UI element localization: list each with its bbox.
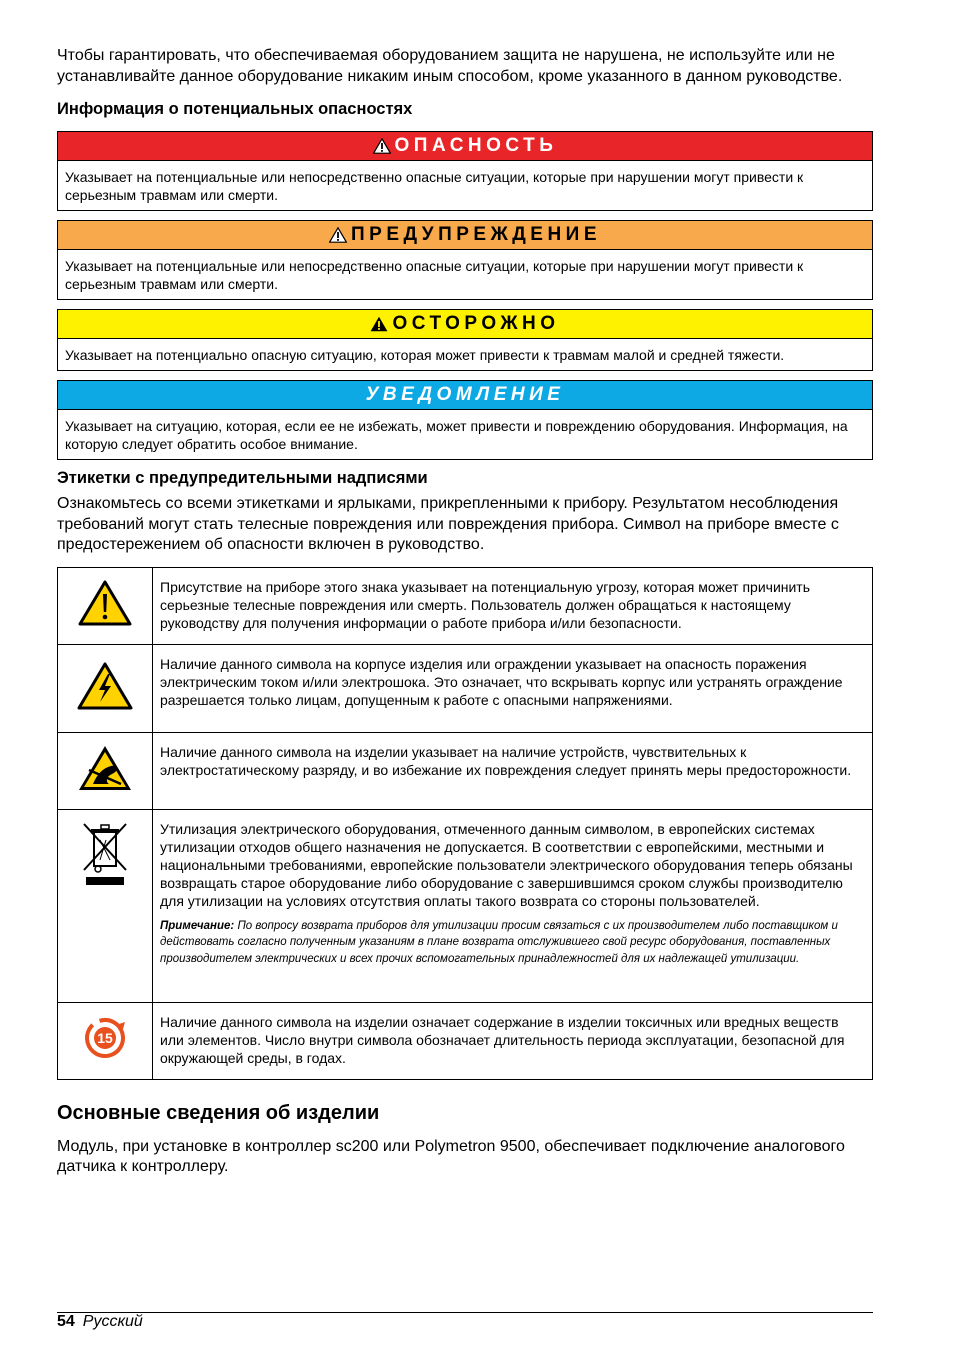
table-row <box>58 1002 873 1079</box>
notice-box <box>57 380 873 460</box>
labels-intro-paragraph: Ознакомьтесь со всеми этикетками и ярлыками, прикрепленными к прибору. Результатом несоблюдения требований могут стать телесные повреждения или повреждения прибора. Символ на приборе вместе с предостережением об опасности включен в руководство. <box>57 495 839 553</box>
intro-paragraph: Чтобы гарантировать, что обеспечиваемая оборудованием защита не нарушена, не используйте или не устанавливайте данное оборудование никаким иным способом, кроме указанного в данном руководстве. <box>57 47 843 85</box>
caution-label: ОСТОРОЖНО <box>392 313 560 334</box>
danger-bar <box>58 132 872 161</box>
note-label: Примечание: <box>160 919 235 932</box>
general-warning-icon <box>78 580 132 626</box>
page-number: 54 <box>57 1313 75 1330</box>
warning-box <box>57 220 873 300</box>
warning-bar <box>58 221 872 250</box>
symbols-table <box>57 567 873 1080</box>
product-overview-heading: Основные сведения об изделии <box>57 1101 380 1124</box>
warning-triangle-icon <box>373 138 391 154</box>
warning-triangle-icon <box>329 227 347 243</box>
danger-box <box>57 131 873 211</box>
weee-bin-icon <box>80 822 130 888</box>
table-row <box>58 567 873 644</box>
notice-text: Указывает на ситуацию, которая, если ее не избежать, может привести и повреждению оборудования. Информация, на которую следует обратить особое внимание. <box>65 418 848 452</box>
warning-text: Указывает на потенциальные или непосредственно опасные ситуации, которые при нарушении могут привести к серьезным травмам или смерти. <box>65 258 804 292</box>
symbol-text-electric: Наличие данного символа на корпусе изделия или ограждении указывает на опасность поражения электрическим током и/или электрошока. Это означает, что вскрывать корпус или устранять ограждение разрешается только лицам, допущенным к работе с опасными напряжениями. <box>153 644 873 732</box>
warning-labels-heading: Этикетки с предупредительными надписями <box>57 469 428 487</box>
danger-label: ОПАСНОСТЬ <box>394 135 558 156</box>
symbol-text-efup: Наличие данного символа на изделии означает содержание в изделии токсичных или вредных веществ или элементов. Число внутри символа обозначает длительность периода эксплуатации, безопасной для окружающей среды, в годах. <box>153 1002 873 1079</box>
electric-shock-icon <box>77 662 133 710</box>
danger-text: Указывает на потенциальные или непосредственно опасные ситуации, которые при нарушении могут привести к серьезным травмам или смерти. <box>65 169 804 203</box>
efup-15-label: 15 <box>97 1030 113 1046</box>
footer-divider <box>57 1312 873 1313</box>
warning-label: ПРЕДУПРЕЖДЕНИЕ <box>350 224 602 245</box>
warning-triangle-icon <box>370 316 388 332</box>
symbol-text-warning: Присутствие на приборе этого знака указывает на потенциальную угрозу, которая может причинить серьезные телесные повреждения или смерть. Пользователь должен обращаться к настоящему руководству для получения информации о работе прибора и/или безопасности. <box>153 567 873 644</box>
table-row <box>58 732 873 809</box>
symbol-text-esd: Наличие данного символа на изделии указывает на наличие устройств, чувствительных к электростатическому разряду, и во избежание их повреждения следует принять меры предосторожности. <box>153 732 873 809</box>
table-row <box>58 644 873 732</box>
product-paragraph: Модуль, при установке в контроллер sc200 или Polymetron 9500, обеспечивает подключение аналогового датчика к контроллеру. <box>57 1137 845 1175</box>
symbol-text-weee: Утилизация электрического оборудования, отмеченного данным символом, в европейских системах утилизации отходов общего назначения не допускается. В соответствии с европейскими, местными и национальными требованиями, европейские пользователи электрического оборудования теперь обязаны возвращать старое оборудование либо оборудование с завершившимся сроком службы производителю для утилизации на условиях отсутствия оплаты такого возврата со стороны пользователей. <box>160 820 853 910</box>
notice-bar <box>58 381 872 410</box>
footer-language: Русский <box>82 1313 143 1330</box>
page-content <box>57 46 873 1178</box>
caution-box <box>57 309 873 371</box>
notice-label: УВЕДОМЛЕНИЕ <box>365 384 565 405</box>
table-row <box>58 809 873 1002</box>
weee-note <box>160 918 864 968</box>
page-footer <box>57 1313 143 1331</box>
esd-icon <box>77 744 133 792</box>
hazard-info-heading: Информация о потенциальных опасностях <box>57 100 413 118</box>
efup-15-icon <box>81 1014 129 1062</box>
caution-text: Указывает на потенциально опасную ситуацию, которая может привести к травмам малой и средней тяжести. <box>65 347 785 363</box>
note-text: По вопросу возврата приборов для утилизации просим связаться с их производителем либо поставщиком и действовать согласно полученным указаниям в плане возврата отслужившего свой ресурс оборудования, поставленных производителем электрических и всех прочих вспомогательных принадлежностей для их надлежащей утилизации. <box>160 919 838 965</box>
caution-bar <box>58 310 872 339</box>
